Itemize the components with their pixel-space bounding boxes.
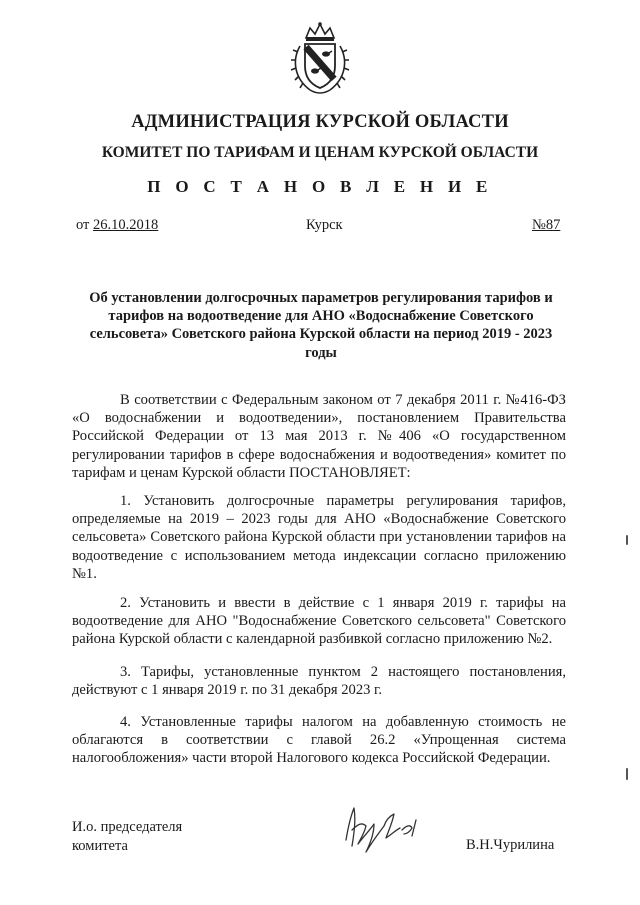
coat-of-arms-icon — [288, 20, 352, 96]
signatory-role — [72, 818, 182, 855]
signatory-role-line-2: комитета — [72, 837, 128, 854]
document-date-line — [76, 217, 158, 234]
handwritten-signature — [336, 800, 432, 856]
document-subject: Об установлении долгосрочных параметров регулирования тарифов и тарифов на водоотведение для АНО «Водоснабжение Советского сельсовета» Советского района Курской области на период 2019 - 2023 годы — [89, 290, 553, 361]
clause-2-paragraph: 2. Установить и ввести в действие с 1 января 2019 г. тарифы на водоотведение для АНО "Водоснабжение Советского сельсовета" Советского района Курской области с календарной разбивкой согласно приложению №2. — [72, 595, 566, 648]
document-number: №87 — [532, 217, 561, 233]
document-type-title: П О С Т А Н О В Л Е Н И Е — [147, 177, 493, 196]
signatory-name: В.Н.Чурилина — [466, 837, 555, 853]
scan-speck — [626, 768, 628, 780]
clause-4-paragraph: 4. Установленные тарифы налогом на добавленную стоимость не облагаются в соответствии с главой 26.2 «Упрощенная система налогообложения» части второй Налогового кодекса Российской Федерации. — [72, 714, 566, 767]
administration-title: АДМИНИСТРАЦИЯ КУРСКОЙ ОБЛАСТИ — [131, 112, 509, 132]
signatory-role-line-1: И.о. председателя — [72, 819, 183, 835]
preamble-paragraph: В соответствии с Федеральным законом от 7 декабря 2011 г. №416-ФЗ «О водоснабжении и водоотведении», постановлением Правительства Российской Федерации от 13 мая 2013 г. №406 «О государственном регулировании тарифов в сфере водоснабжения и водоотведения» комитет по тарифам и ценам Курской области ПОСТАНОВЛЯЕТ: — [72, 392, 566, 481]
document-city: Курск — [306, 217, 343, 233]
date-prefix: от — [76, 217, 90, 233]
scan-speck — [626, 535, 628, 545]
clause-3-paragraph: 3. Тарифы, установленные пунктом 2 настоящего постановления, действуют с 1 января 2019 г. по 31 декабря 2023 г. — [72, 664, 566, 699]
clause-1-paragraph: 1. Установить долгосрочные параметры регулирования тарифов, определяемые на 2019 – 2023 годы для АНО «Водоснабжение Советского сельсовета» Советского района Курской области при установлении тарифов на водоотведение с использованием метода индексации согласно приложению №1. — [72, 493, 566, 582]
document-date: 26.10.2018 — [93, 217, 159, 233]
committee-title: КОМИТЕТ ПО ТАРИФАМ И ЦЕНАМ КУРСКОЙ ОБЛАСТИ — [101, 144, 539, 161]
